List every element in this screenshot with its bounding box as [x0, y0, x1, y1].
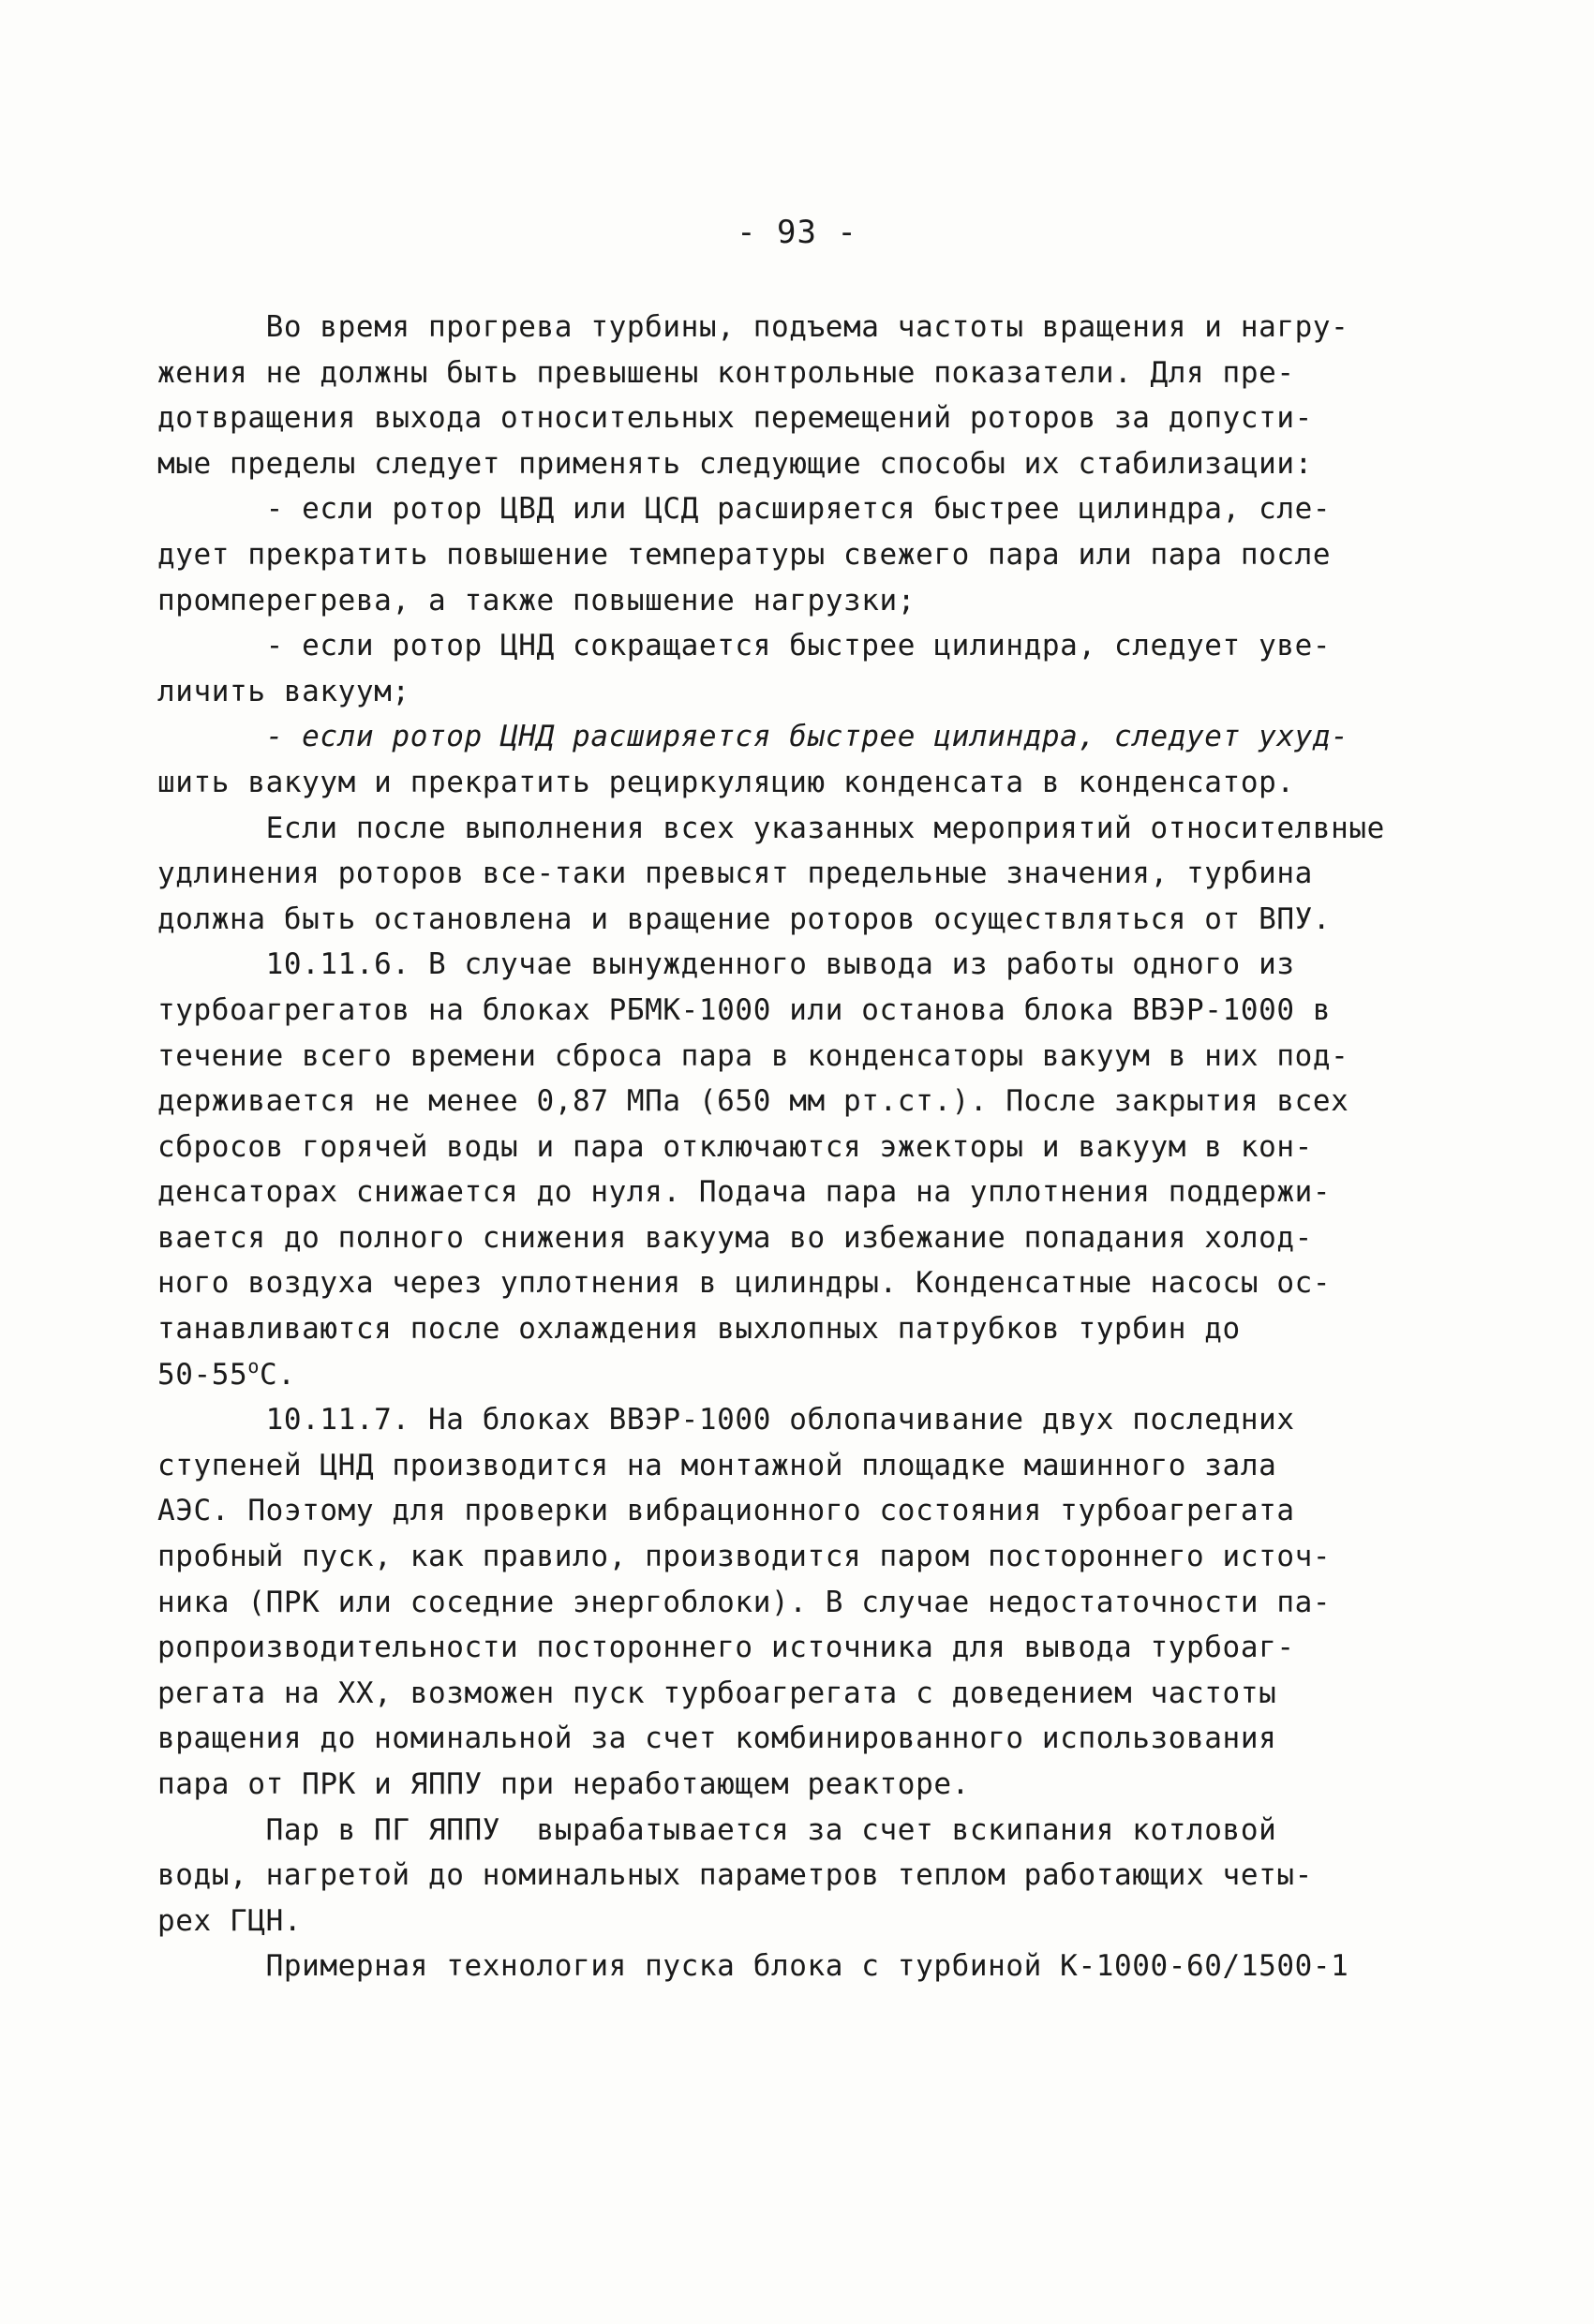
text-line [157, 441, 1469, 487]
text-line-content: жения не должны быть превышены контрольные показатели. Для пре- [157, 355, 1295, 390]
text-line [157, 988, 1469, 1034]
text-line-content: держивается не менее 0,87 МПа (650 мм рт.ст.). После закрытия всех [157, 1084, 1349, 1119]
text-line [157, 1808, 1469, 1854]
text-line [157, 1169, 1469, 1215]
text-line [157, 1125, 1469, 1170]
text-line-content: регата на XX, возможен пуск турбоагрегата с доведением частоты [157, 1676, 1277, 1710]
text-line [157, 1625, 1469, 1671]
text-line-content: - если ротор ЦНД расширяется быстрее цилиндра, следует ухуд- [157, 720, 1349, 754]
text-line-content: вается до полного снижения вакуума во избежание попадания холод- [157, 1220, 1313, 1255]
text-line [157, 532, 1469, 578]
text-line-content: АЭС. Поэтому для проверки вибрационного состояния турбоагрегата [157, 1494, 1295, 1528]
text-line [157, 1079, 1469, 1125]
text-line-content: 50-55 [157, 1357, 248, 1392]
text-line-content: ропроизводительности постороннего источника для вывода турбоаг- [157, 1631, 1295, 1665]
text-line-suffix: С. [259, 1357, 296, 1392]
text-line [157, 1034, 1469, 1080]
text-line [157, 942, 1469, 988]
text-line [157, 714, 1469, 760]
text-line-content: сбросов горячей воды и пара отключаются эжекторы и вакуум в кон- [157, 1129, 1313, 1164]
text-line [157, 1488, 1469, 1534]
text-line-content: вращения до номинальной за счет комбинированного использования [157, 1721, 1277, 1756]
text-line-content: Если после выполнения всех указанных мероприятий относителвные [157, 811, 1385, 845]
text-line-content: пробный пуск, как правило, производится паром постороннего источ- [157, 1540, 1332, 1574]
text-line-content: - если ротор ЦНД сокращается быстрее цилиндра, следует уве- [157, 629, 1332, 663]
text-line-content: Во время прогрева турбины, подъема частоты вращения и нагру- [157, 310, 1349, 344]
text-line-content: пара от ПРК и ЯППУ при неработающем реакторе. [157, 1767, 970, 1801]
text-line [157, 1853, 1469, 1899]
text-line-content: мые пределы следует применять следующие способы их стабилизации: [157, 446, 1313, 481]
text-line [157, 350, 1469, 396]
text-line [157, 760, 1469, 806]
text-line [157, 1899, 1469, 1944]
text-line-content: турбоагрегатов на блоках РБМК-1000 или останова блока ВВЭР-1000 в [157, 992, 1332, 1027]
text-line [157, 806, 1469, 852]
text-line [157, 1534, 1469, 1580]
text-line [157, 897, 1469, 943]
text-line-content: - если ротор ЦВД или ЦСД расширяется быстрее цилиндра, сле- [157, 492, 1332, 527]
text-line-content: промперегрева, а также повышение нагрузки; [157, 583, 916, 618]
text-line-content: ного воздуха через уплотнения в цилиндры. Конденсатные насосы ос- [157, 1266, 1332, 1301]
text-line [157, 1215, 1469, 1261]
text-line-content: ступеней ЦНД производится на монтажной площадке машинного зала [157, 1448, 1277, 1482]
text-line [157, 1944, 1469, 1989]
text-line [157, 1352, 1469, 1398]
text-line [157, 623, 1469, 669]
text-line [157, 1260, 1469, 1306]
text-line [157, 578, 1469, 624]
text-line [157, 1306, 1469, 1352]
text-line [157, 1580, 1469, 1626]
text-line [157, 305, 1469, 350]
text-line-content: удлинения роторов все-таки превысят предельные значения, турбина [157, 857, 1313, 891]
text-line-content: дотвращения выхода относительных перемещений роторов за допусти- [157, 401, 1313, 436]
text-line-content: танавливаются после охлаждения выхлопных патрубков турбин до [157, 1312, 1241, 1347]
text-line-content: воды, нагретой до номинальных параметров теплом работающих четы- [157, 1858, 1313, 1893]
text-line-content: шить вакуум и прекратить рециркуляцию конденсата в конденсатор. [157, 765, 1295, 799]
degree-superscript: о [247, 1354, 260, 1378]
text-line [157, 851, 1469, 897]
body-text [157, 305, 1469, 1989]
text-line [157, 669, 1469, 715]
text-line-content: течение всего времени сброса пара в конденсаторы вакуум в них под- [157, 1038, 1349, 1073]
text-line [157, 395, 1469, 441]
text-line [157, 1716, 1469, 1762]
text-line-content: 10.11.6. В случае вынужденного вывода из работы одного из [157, 947, 1295, 982]
text-line [157, 1671, 1469, 1717]
text-line-content: должна быть остановлена и вращение роторов осуществляться от ВПУ. [157, 901, 1332, 936]
text-line-content: личить вакуум; [157, 674, 410, 708]
text-line [157, 1762, 1469, 1808]
text-line [157, 1443, 1469, 1489]
text-line-content: 10.11.7. На блоках ВВЭР-1000 облопачивание двух последних [157, 1403, 1295, 1438]
text-line [157, 486, 1469, 532]
text-line [157, 1397, 1469, 1443]
text-line-content: дует прекратить повышение температуры свежего пара или пара после [157, 537, 1332, 572]
text-line-content: денсаторах снижается до нуля. Подача пара на уплотнения поддержи- [157, 1175, 1332, 1210]
text-line-content: рех ГЦН. [157, 1903, 303, 1938]
text-line-content: Примерная технология пуска блока с турбиной К-1000-60/1500-1 [157, 1949, 1349, 1984]
text-line-content: Пар в ПГ ЯППУ вырабатывается за счет вскипания котловой [157, 1812, 1277, 1847]
text-line-content: ника (ПРК или соседние энергоблоки). В случае недостаточности па- [157, 1585, 1332, 1619]
page-number: - 93 - [737, 214, 857, 251]
